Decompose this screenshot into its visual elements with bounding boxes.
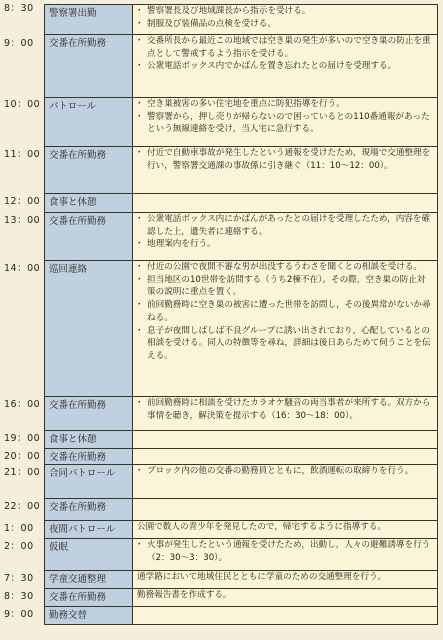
note-item: 通学路において地域住民とともに学童のための交通整理を行う。 [137, 572, 387, 582]
duty-notes [133, 539, 438, 571]
duty-name: 勤務交替 [45, 607, 133, 625]
schedule-row [45, 397, 438, 431]
schedule-row [45, 5, 438, 35]
schedule-row [45, 571, 438, 589]
duty-notes [133, 499, 438, 521]
duty-name: 交番在所勤務 [45, 589, 133, 607]
duty-name: 食事と休憩 [45, 431, 133, 449]
note-item: ・ 前回勤務時に相談を受けたカラオケ騒音の両当事者が来所する。双方から事情を聴き，解決策を提示する（16：30～18：00）。 [137, 397, 434, 422]
duty-name: 警察署出勤 [45, 5, 133, 35]
time-label: 19：00 [4, 433, 41, 444]
duty-name: 合同パトロール [45, 465, 133, 499]
time-label: 22：00 [4, 501, 41, 512]
time-label: 13：00 [4, 215, 41, 226]
duty-name: 交番在所勤務 [45, 449, 133, 465]
note-item: 公園で数人の青少年を発見したので，帰宅するように指導する。 [137, 522, 387, 532]
duty-notes [133, 147, 438, 194]
time-label: 11：00 [4, 149, 41, 160]
note-item: ・ 火事が発生したという通報を受けたため，出動し，人々の避難誘導を行う（2：30～3：30）。 [137, 539, 434, 564]
schedule-row [45, 449, 438, 465]
schedule-row [45, 465, 438, 499]
schedule-row [45, 213, 438, 261]
duty-name: 巡回連絡 [45, 261, 133, 397]
time-label: 7：30 [4, 573, 34, 584]
schedule-row [45, 261, 438, 397]
note-item: 勤務報告書を作成する。 [137, 590, 232, 600]
note-item: ・ 公衆電話ボックス内でかばんを置き忘れたとの届けを受理する。 [137, 60, 434, 73]
note-item: ・ 前回勤務時に空き巣の被害に遭った世帯を訪問し，その後異常がないか尋ねる。 [137, 299, 434, 324]
duty-notes [133, 397, 438, 431]
note-item: ・ 警察署から，押し売りが帰らないので困っているとの110番通報があったという無線連絡を受け，当人宅に急行する。 [137, 111, 434, 136]
duty-name: 夜間パトロール [45, 521, 133, 539]
duty-notes [133, 431, 438, 449]
note-item: ・ ブロック内の他の交番の勤務員とともに，飲酒運転の取締りを行う。 [137, 465, 434, 478]
duty-notes [133, 589, 438, 607]
time-label: 2：00 [4, 541, 34, 552]
note-item: ・ 付近の公園で夜間不審な男が出没するうわさを聞くとの相談を受ける。 [137, 261, 434, 274]
duty-name: 学童交通整理 [45, 571, 133, 589]
duty-name: 交番在所勤務 [45, 147, 133, 194]
duty-name: 交番在所勤務 [45, 397, 133, 431]
schedule-row [45, 521, 438, 539]
duty-notes [133, 98, 438, 147]
time-label: 10：00 [4, 99, 41, 110]
schedule-row [45, 589, 438, 607]
duty-schedule-table [44, 4, 438, 625]
note-item: ・ 制服及び装備品の点検を受ける。 [137, 18, 434, 31]
time-label: 9：00 [4, 38, 34, 49]
duty-name: 交番在所勤務 [45, 213, 133, 261]
duty-name: 仮眠 [45, 539, 133, 571]
duty-notes [133, 5, 438, 35]
note-item: ・ 交番所長から最近この地域では空き巣の発生が多いので空き巣の防止を重点として警戒するよう指示を受ける。 [137, 35, 434, 60]
duty-notes [133, 449, 438, 465]
time-label: 14：00 [4, 263, 41, 274]
time-label: 16：00 [4, 399, 41, 410]
duty-name: 食事と休憩 [45, 194, 133, 213]
duty-name: 交番在所勤務 [45, 35, 133, 98]
schedule-row [45, 35, 438, 98]
time-label: 21：00 [4, 467, 41, 478]
note-item: ・ 息子が夜間しばしば不良グループに誘い出されており，心配しているとの相談を受ける。同人の特徴等を尋ね，詳細は後日あらためて伺うことを伝える。 [137, 325, 434, 363]
schedule-row [45, 194, 438, 213]
time-label: 12：00 [4, 196, 41, 207]
duty-notes [133, 607, 438, 625]
schedule-row [45, 431, 438, 449]
time-label: 8：30 [4, 591, 34, 602]
schedule-row [45, 499, 438, 521]
time-column [0, 0, 44, 640]
time-label: 8：30 [4, 3, 34, 14]
schedule-row [45, 147, 438, 194]
duty-notes [133, 35, 438, 98]
note-item: ・ 警察署長及び地域課長から指示を受ける。 [137, 5, 434, 18]
note-item: ・ 空き巣被害の多い住宅地を重点に防犯指導を行う。 [137, 98, 434, 111]
duty-notes [133, 261, 438, 397]
duty-name: パトロール [45, 98, 133, 147]
duty-notes [133, 465, 438, 499]
note-item: ・ 地理案内を行う。 [137, 238, 434, 251]
note-item: ・ 担当地区の10世帯を訪問する（うち2棟不在）。その際，空き巣の防止対策の説明に重点を置く。 [137, 274, 434, 299]
time-label: 9：00 [4, 609, 34, 620]
schedule-row [45, 539, 438, 571]
time-label: 20：00 [4, 451, 41, 462]
schedule-row [45, 607, 438, 625]
duty-notes [133, 521, 438, 539]
schedule-row [45, 98, 438, 147]
note-item: ・ 付近で自動車事故が発生したという通報を受けたため，現場で交通整理を行い，警察署交通課の事故係に引き継ぐ（11：10～12：00）。 [137, 147, 434, 172]
duty-name: 交番在所勤務 [45, 499, 133, 521]
time-label: 1：00 [4, 523, 34, 534]
note-item: ・ 公衆電話ボックス内にかばんがあったとの届けを受理したため，内容を確認した上，遺失者に連絡する。 [137, 213, 434, 238]
duty-notes [133, 571, 438, 589]
duty-notes [133, 194, 438, 213]
duty-notes [133, 213, 438, 261]
